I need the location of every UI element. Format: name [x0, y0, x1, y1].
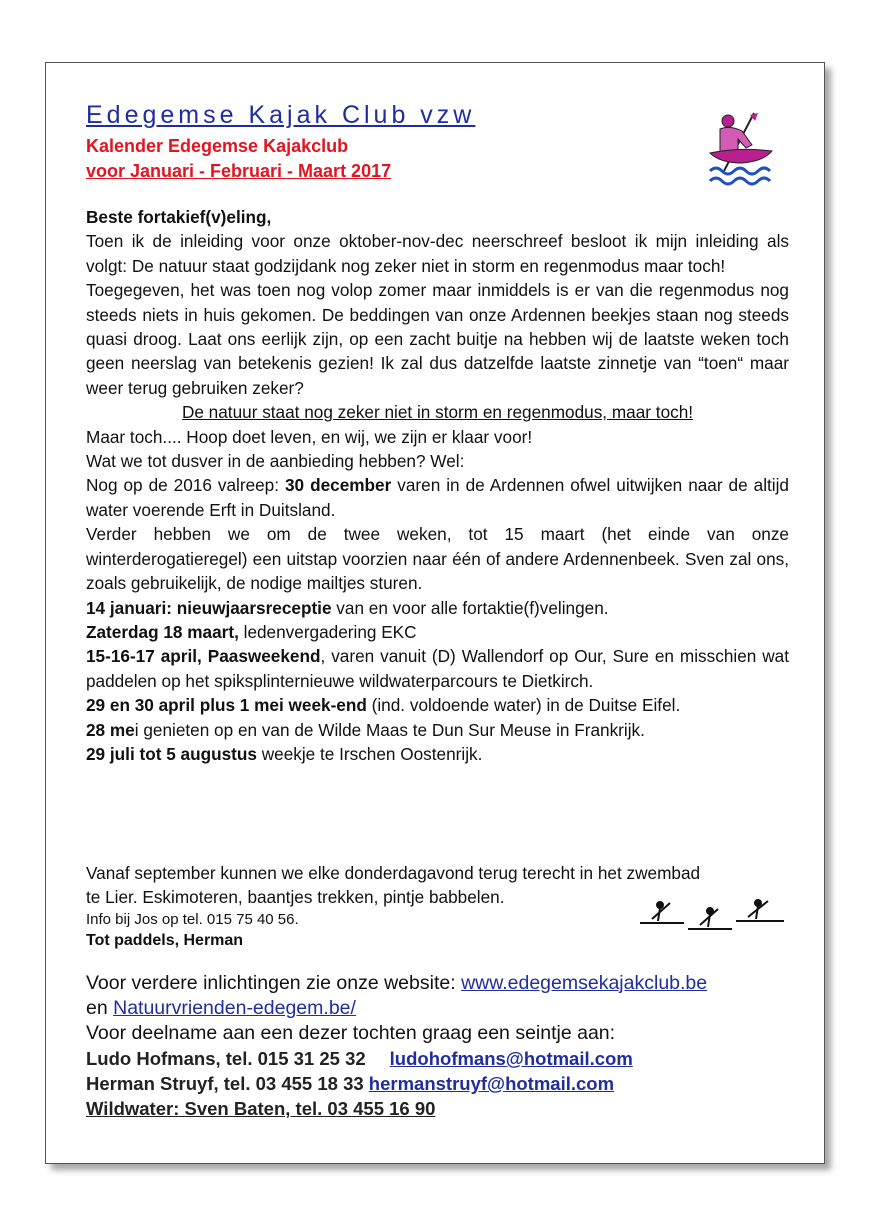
swim-line-2: te Lier. Eskimoteren, baantjes trekken, pintje babbelen. [86, 887, 505, 907]
paddlers-icon [638, 899, 788, 939]
greeting: Beste fortakief(v)eling, [86, 207, 272, 227]
event-paasweekend: 15-16-17 april, Paasweekend, varen vanuit (D) Wallendorf op Our, Sure en misschien wat paddelen op het spiksplinternieuwe wildwaterparcours te Dietkirch. [86, 646, 789, 691]
calendar-title: Kalender Edegemse Kajakclub [86, 136, 349, 156]
letter-body [86, 205, 789, 766]
ludo-email-link[interactable]: ludohofmans@hotmail.com [389, 1048, 633, 1069]
natuurvrienden-link[interactable]: Natuurvrienden-edegem.be/ [113, 997, 356, 1019]
kayaker-logo-icon [706, 111, 776, 193]
event-eifel: 29 en 30 april plus 1 mei week-end (ind. voldoende water) in de Duitse Eifel. [86, 695, 681, 716]
document-page [45, 62, 825, 1164]
event-oostenrijk: 29 juli tot 5 augustus weekje te Irschen Oostenrijk. [86, 743, 483, 764]
natuur-line: en Natuurvrienden-edegem.be/ [86, 997, 356, 1019]
event-nieuwjaar: 14 januari: nieuwjaarsreceptie van en voor alle fortaktie(f)velingen. [86, 597, 609, 618]
motto-line: De natuur staat nog zeker niet in storm en regenmodus, maar toch! [181, 402, 694, 423]
herman-email-link[interactable]: hermanstruyf@hotmail.com [368, 1073, 615, 1094]
swim-info: Info bij Jos op tel. 015 75 40 56. [86, 911, 299, 928]
signoff: Tot paddels, Herman [86, 932, 244, 949]
offer-line: Wat we tot dusver in de aanbieding hebben? Wel: [86, 451, 465, 472]
contact-ludo: Ludo Hofmans, tel. 015 31 25 32 ludohofmans@hotmail.com [86, 1048, 633, 1069]
second-paragraph: Toegegeven, het was toen nog volop zomer maar inmiddels is er van die regenmodus nog steeds niets in huis gekomen. De beddingen van onze Ardennen beekjes staan nog steeds quasi droog. Laat ons eerlijk zijn, op een zacht buitje na hebben wij de laatste weken toch geen neerslag van betekenis gezien! Ik zal dus datzelfde laatste zinnetje van “toen“ maar weer terug gebruiken zeker? [86, 280, 789, 398]
calendar-period: voor Januari - Februari - Maart 2017 [86, 161, 392, 181]
website-line: Voor verdere inlichtingen zie onze website: www.edegemsekajakclub.be [86, 972, 708, 994]
event-wilde-maas: 28 mei genieten op en van de Wilde Maas te Dun Sur Meuse in Frankrijk. [86, 719, 645, 740]
swim-line-1: Vanaf september kunnen we elke donderdagavond terug terecht in het zwembad [86, 863, 701, 883]
hope-line: Maar toch.... Hoop doet leven, en wij, we zijn er klaar voor! [86, 426, 533, 447]
club-name: Edegemse Kajak Club vzw [86, 101, 476, 129]
verder-paragraph: Verder hebben we om de twee weken, tot 15 maart (het einde van onze winterderogatieregel) een uitstap voorzien naar één of andere Ardennenbeek. Sven zal ons, zoals gebruikelijk, de nodige mailtjes sturen. [86, 524, 789, 594]
valreep-paragraph: Nog op de 2016 valreep: 30 december varen in de Ardennen ofwel uitwijken naar de altijd water voerende Erft in Duitsland. [86, 475, 789, 520]
event-ledenvergadering: Zaterdag 18 maart, ledenvergadering EKC [86, 621, 417, 642]
contact-herman: Herman Struyf, tel. 03 455 18 33 hermanstruyf@hotmail.com [86, 1073, 615, 1094]
contact-section [86, 971, 806, 1121]
intro-paragraph: Toen ik de inleiding voor onze oktober-nov-dec neerschreef besloot ik mijn inleiding als volgt: De natuur staat godzijdank nog zeker niet in storm en regenmodus maar toch! [86, 231, 789, 276]
website-link[interactable]: www.edegemsekajakclub.be [461, 972, 708, 994]
deelname-line: Voor deelname aan een dezer tochten graag een seintje aan: [86, 1022, 616, 1044]
contact-wildwater: Wildwater: Sven Baten, tel. 03 455 16 90 [86, 1098, 436, 1119]
